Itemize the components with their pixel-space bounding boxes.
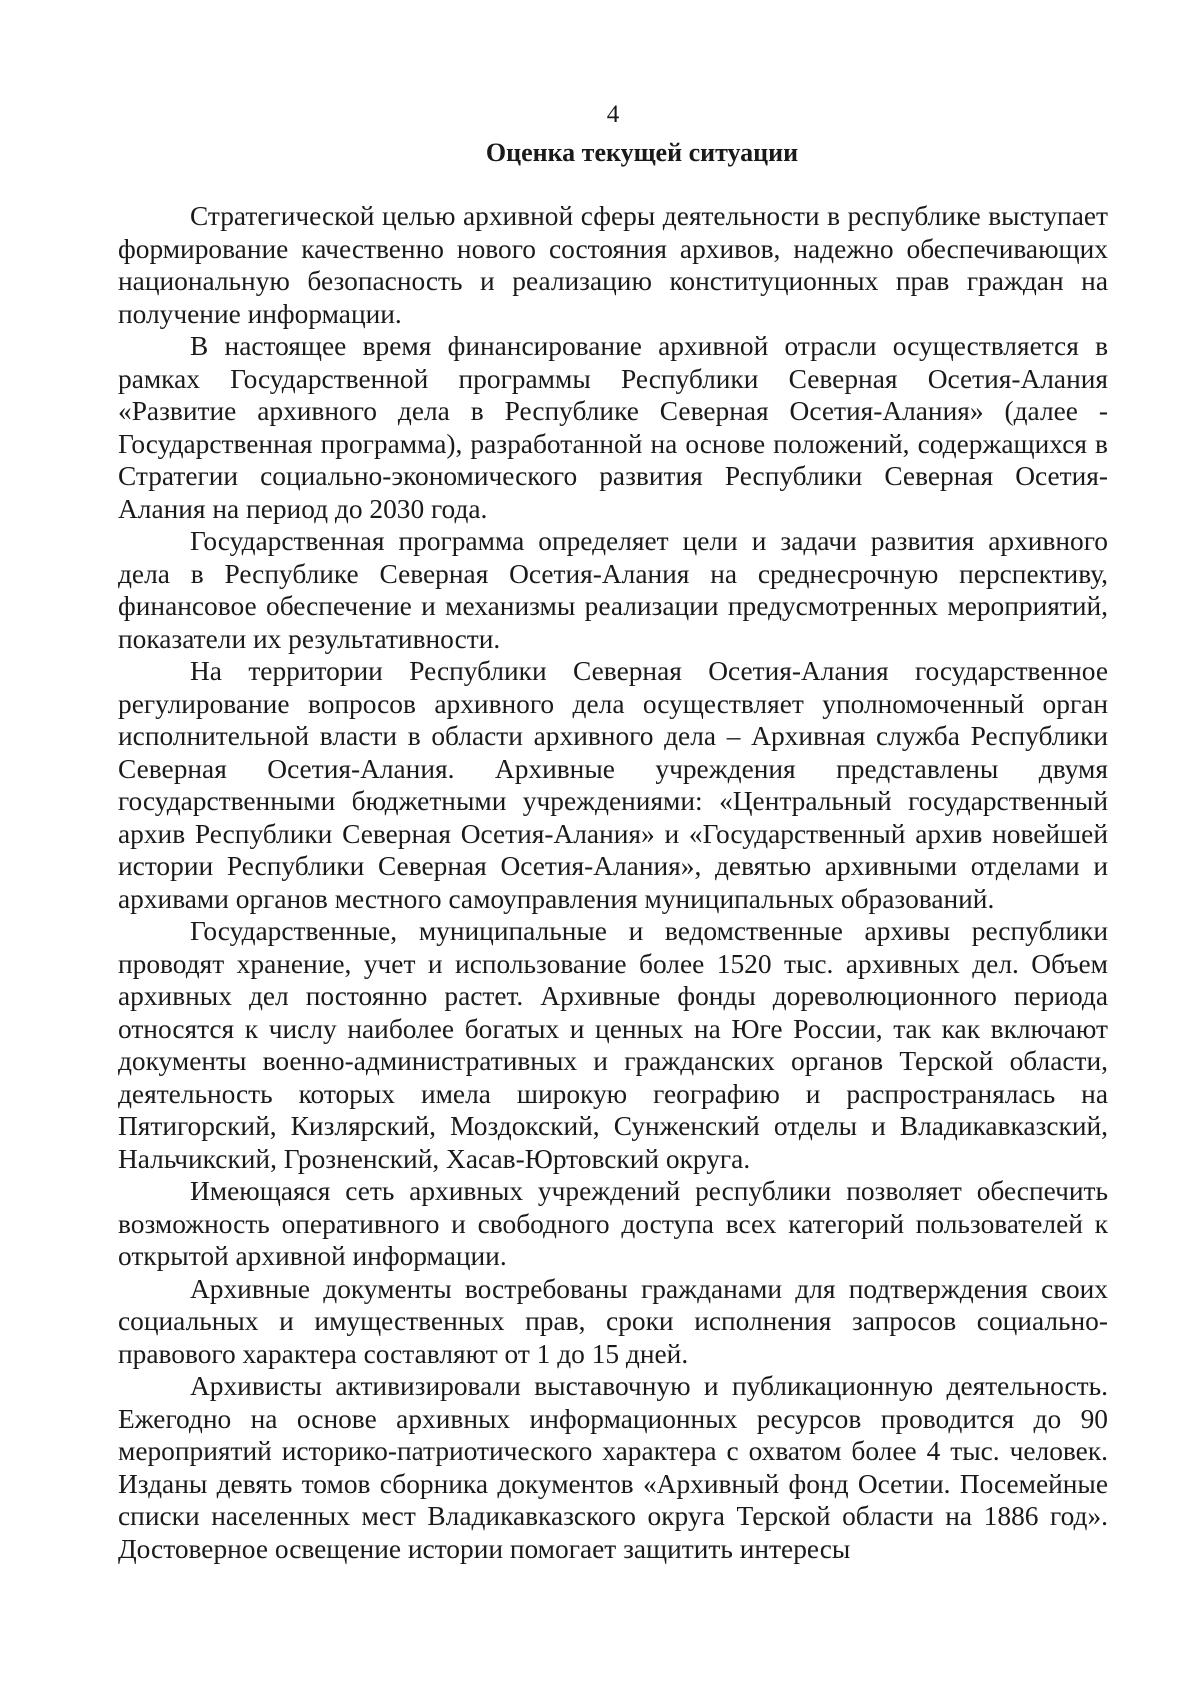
body-text xyxy=(118,200,1108,1565)
page-number: 4 xyxy=(606,101,620,128)
paragraph: Архивисты активизировали выставочную и публикационную деятельность. Ежегодно на основе архивных информационных ресурсов проводится до 90 мероприятий историко-патриотического характера с охватом более 4 тыс. человек. Изданы девять томов сборника документов «Архивный фонд Осетии. Посемейные списки населенных мест Владикавказского округа Терской области на 1886 год». Достоверное освещение истории помогает защитить интересы xyxy=(118,1371,1108,1564)
paragraph: На территории Республики Северная Осетия-Алания государственное регулирование вопросов архивного дела осуществляет уполномоченный орган исполнительной власти в области архивного дела – Архивная служба Республики Северная Осетия-Алания. Архивные учреждения представлены двумя государственными бюджетными учреждениями: «Центральный государственный архив Республики Северная Осетия-Алания» и «Государственный архив новейшей истории Республики Северная Осетия-Алания», девятью архивными отделами и архивами органов местного самоуправления муниципальных образований. xyxy=(118,656,1108,914)
paragraph: Государственные, муниципальные и ведомственные архивы республики проводят хранение, учет и использование более 1520 тыс. архивных дел. Объем архивных дел постоянно растет. Архивные фонды дореволюционного периода относятся к числу наиболее богатых и ценных на Юге России, так как включают документы военно-административных и гражданских органов Терской области, деятельность которых имела широкую географию и распространялась на Пятигорский, Кизлярский, Моздокский, Сунженский отделы и Владикавказский, Нальчикский, Грозненский, Хасав-Юртовский округа. xyxy=(118,916,1108,1174)
paragraph: Имеющаяся сеть архивных учреждений республики позволяет обеспечить возможность оперативного и свободного доступа всех категорий пользователей к открытой архивной информации. xyxy=(118,1176,1108,1271)
section-title: Оценка текущей ситуации xyxy=(485,138,799,167)
paragraph: Архивные документы востребованы гражданами для подтверждения своих социальных и имущественных прав, сроки исполнения запросов социально-правового характера составляют от 1 до 15 дней. xyxy=(118,1273,1108,1369)
paragraph: Стратегической целью архивной сферы деятельности в республике выступает формирование качественно нового состояния архивов, надежно обеспечивающих национальную безопасность и реализацию конституционных прав граждан на получение информации. xyxy=(118,201,1108,329)
paragraph: Государственная программа определяет цели и задачи развития архивного дела в Республике Северная Осетия-Алания на среднесрочную перспективу, финансовое обеспечение и механизмы реализации предусмотренных мероприятий, показатели их результативности. xyxy=(118,526,1108,654)
document-page xyxy=(118,0,1108,1697)
paragraph: В настоящее время финансирование архивной отрасли осуществляется в рамках Государственной программы Республики Северная Осетия-Алания «Развитие архивного дела в Республике Северная Осетия-Алания» (далее - Государственная программа), разработанной на основе положений, содержащихся в Стратегии социально-экономического развития Республики Северная Осетия-Алания на период до 2030 года. xyxy=(118,331,1108,524)
